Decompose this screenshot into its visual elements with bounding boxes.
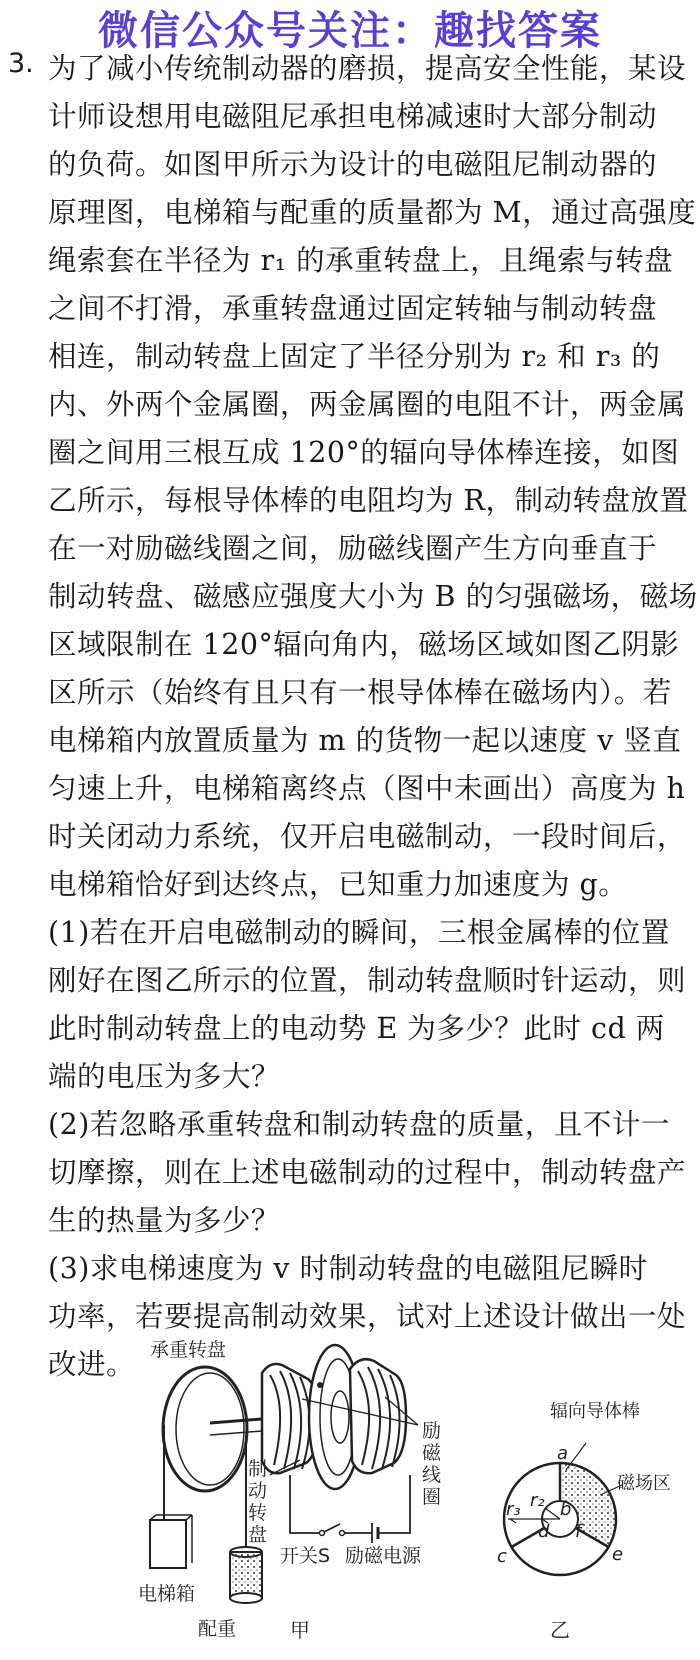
question-line: 原理图，电梯箱与配重的质量都为 M，通过高强度 xyxy=(48,196,697,229)
question-line: 的负荷。如图甲所示为设计的电磁阻尼制动器的 xyxy=(48,148,658,181)
elevator-box xyxy=(150,1520,186,1568)
label-brake-disk-1: 制 xyxy=(248,1458,268,1480)
label-coil-1: 励 xyxy=(422,1420,442,1442)
figure-svg xyxy=(0,1325,700,1656)
question-line: 为了减小传统制动器的磨损，提高安全性能，某设 xyxy=(48,52,687,85)
question-line: (3)求电梯速度为 v 时制动转盘的电磁阻尼瞬时 xyxy=(48,1252,648,1285)
question-line: 在一对励磁线圈之间，励磁线圈产生方向垂直于 xyxy=(48,532,658,565)
question-line: 相连，制动转盘上固定了半径分别为 r₂ 和 r₃ 的 xyxy=(48,340,661,373)
question-line: 功率，若要提高制动效果，试对上述设计做出一处 xyxy=(48,1300,687,1333)
label-rod: 辐向导体棒 xyxy=(550,1401,640,1422)
label-coil-3: 线 xyxy=(422,1464,442,1486)
label-coil-4: 圈 xyxy=(422,1486,442,1508)
label-brake-disk-3: 转 xyxy=(248,1502,268,1524)
question-line: 时关闭动力系统，仅开启电磁制动，一段时间后， xyxy=(48,820,687,853)
label-r2: r₂ xyxy=(530,1490,545,1511)
label-d: d xyxy=(538,1521,550,1542)
question-line: 生的热量为多少？ xyxy=(48,1204,281,1237)
question-line: 刚好在图乙所示的位置，制动转盘顺时针运动，则 xyxy=(48,964,687,997)
label-f: f xyxy=(575,1521,582,1542)
label-switch: 开关S xyxy=(280,1545,331,1567)
label-brake-disk-2: 动 xyxy=(248,1480,268,1502)
circuit-wire-right xyxy=(378,1475,410,1533)
question-line: 乙所示，每根导体棒的电阻均为 R，制动转盘放置 xyxy=(48,484,689,517)
question-body xyxy=(48,45,698,1389)
label-load-disk: 承重转盘 xyxy=(150,1339,227,1361)
label-b: b xyxy=(560,1499,572,1520)
question-line: 计师设想用电磁阻尼承担电梯减速时大部分制动 xyxy=(48,100,658,133)
question-line: 圈之间用三根互成 120°的辐向导体棒连接，如图 xyxy=(48,436,680,469)
question-line: 电梯箱恰好到达终点，已知重力加速度为 g。 xyxy=(48,868,628,901)
watermark-banner: 微信公众号关注：趣找答案 xyxy=(98,8,602,54)
question-line: 区域限制在 120°辐向角内，磁场区域如图乙阴影 xyxy=(48,628,680,661)
question-line: (2)若忽略承重转盘和制动转盘的质量，且不计一 xyxy=(48,1108,670,1141)
question-line: 内、外两个金属圈，两金属圈的电阻不计，两金属 xyxy=(48,388,687,421)
label-counterweight: 配重 xyxy=(198,1618,237,1640)
question-line: 匀速上升，电梯箱离终点（图中未画出）高度为 h xyxy=(48,772,686,805)
counterweight xyxy=(230,1552,262,1598)
question-line: 电梯箱内放置质量为 m 的货物一起以速度 v 竖直 xyxy=(48,724,682,757)
question-line: 此时制动转盘上的电动势 E 为多少？此时 cd 两 xyxy=(48,1012,665,1045)
label-power: 励磁电源 xyxy=(345,1545,422,1567)
label-brake-disk-4: 盘 xyxy=(248,1524,268,1546)
caption-yi: 乙 xyxy=(550,1618,570,1642)
question-line: 区所示（始终有且只有一根导体棒在磁场内）。若 xyxy=(48,676,672,709)
caption-jia: 甲 xyxy=(290,1618,310,1642)
figures xyxy=(0,1325,700,1656)
figure-yi xyxy=(497,1401,671,1642)
label-c: c xyxy=(497,1546,507,1567)
question-line: 之间不打滑，承重转盘通过固定转轴与制动转盘 xyxy=(48,292,658,325)
question-line: (1)若在开启电磁制动的瞬间，三根金属棒的位置 xyxy=(48,916,670,949)
figure-jia xyxy=(138,1339,442,1642)
label-field: 磁场区 xyxy=(617,1473,671,1494)
question-line: 切摩擦，则在上述电磁制动的过程中，制动转盘产 xyxy=(48,1156,687,1189)
label-e: e xyxy=(612,1544,624,1565)
label-coil-2: 磁 xyxy=(422,1442,442,1464)
circuit-wire-left xyxy=(290,1475,322,1533)
question-line: 制动转盘、磁感应强度大小为 B 的匀强磁场，磁场 xyxy=(48,580,698,613)
question-line: 改进。 xyxy=(48,1348,136,1381)
question-number: 3. xyxy=(8,48,34,79)
question-line: 绳索套在半径为 r₁ 的承重转盘上，且绳索与转盘 xyxy=(48,244,674,277)
question-line: 端的电压为多大？ xyxy=(48,1060,281,1093)
label-a: a xyxy=(557,1443,569,1464)
label-r3: r₃ xyxy=(506,1499,521,1520)
label-elevator: 电梯箱 xyxy=(138,1583,196,1605)
